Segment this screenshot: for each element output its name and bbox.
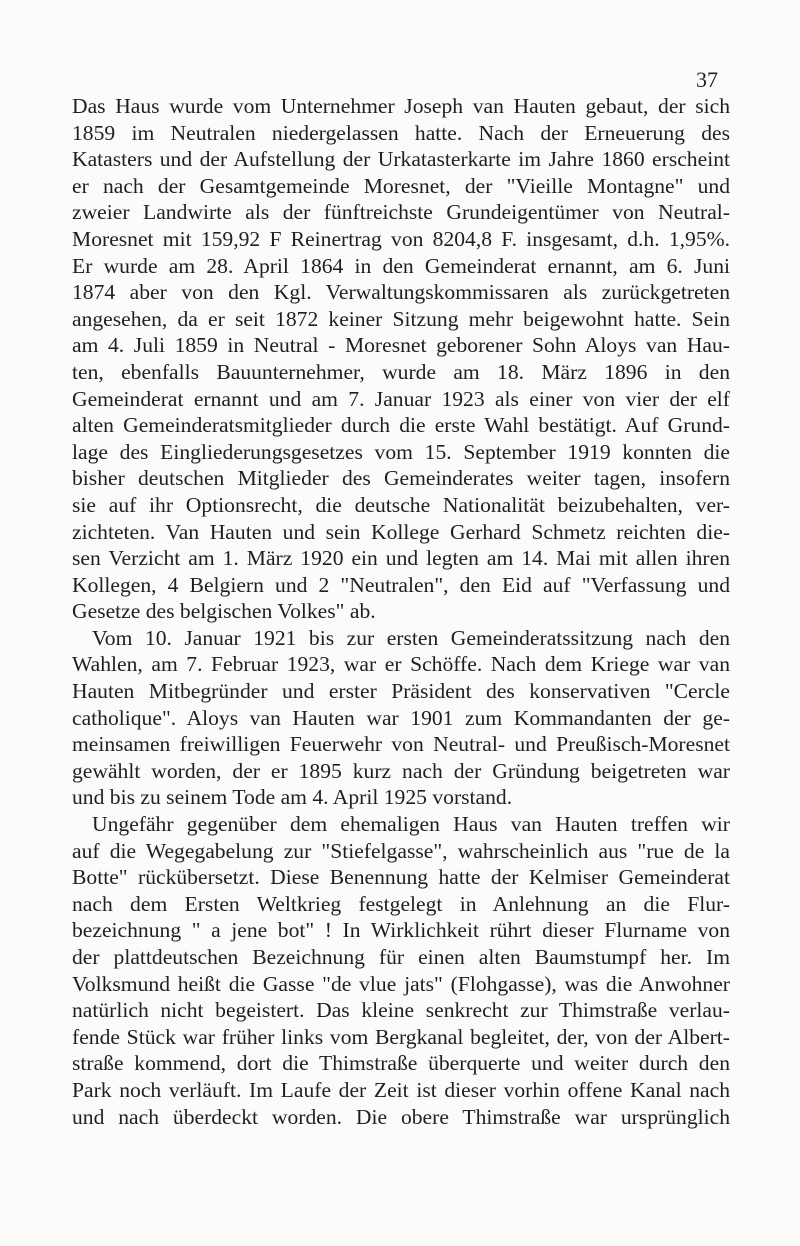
text-line: 1859 im Neutralen niedergelassen hatte. Nach der Erneuerung des — [72, 120, 730, 145]
text-line: Gemeinderat ernannt und am 7. Januar 1923 als einer von vier der elf — [72, 386, 730, 411]
text-line: Botte" rückübersetzt. Diese Benennung hatte der Kelmiser Gemeinderat — [72, 865, 730, 890]
text-line: gewählt worden, der er 1895 kurz nach der Gründung beigetreten war — [72, 758, 730, 783]
body-text — [72, 93, 730, 1130]
paragraph-3 — [72, 811, 730, 1130]
text-line: Das Haus wurde vom Unternehmer Joseph van Hauten gebaut, der sich — [72, 94, 730, 118]
text-line: fende Stück war früher links vom Bergkanal begleitet, der, von der Albert- — [72, 1024, 730, 1049]
text-line: meinsamen freiwilligen Feuerwehr von Neutral- und Preußisch-Moresnet — [72, 732, 730, 757]
text-line: sen Verzicht am 1. März 1920 ein und legten am 14. Mai mit allen ihren — [72, 546, 730, 571]
text-line: nach dem Ersten Weltkrieg festgelegt in Anlehnung an die Flur- — [72, 891, 730, 916]
text-line: bezeichnung " a jene bot" ! In Wirklichkeit rührt dieser Flurname von — [72, 918, 730, 943]
text-line: und bis zu seinem Tode am 4. April 1925 vorstand. — [72, 785, 513, 810]
text-line: der plattdeutschen Bezeichnung für einen alten Baumstumpf her. Im — [72, 945, 730, 969]
text-line: sie auf ihr Optionsrecht, die deutsche Nationalität beizubehalten, ver- — [72, 492, 730, 517]
text-line: Ungefähr gegenüber dem ehemaligen Haus van Hauten treffen wir — [92, 812, 730, 837]
text-line: und nach überdeckt worden. Die obere Thimstraße war ursprünglich — [72, 1104, 730, 1129]
text-line: er nach der Gesamtgemeinde Moresnet, der "Vieille Montagne" und — [72, 173, 730, 198]
text-line: Vom 10. Januar 1921 bis zur ersten Gemeinderatssitzung nach den — [92, 625, 730, 650]
text-line: auf die Wegegabelung zur "Stiefelgasse", wahrscheinlich aus "rue de la — [72, 838, 730, 863]
text-line: lage des Eingliederungsgesetzes vom 15. September 1919 konnten die — [72, 439, 730, 464]
text-line: catholique". Aloys van Hauten war 1901 zum Kommandanten der ge- — [72, 705, 730, 730]
text-line: Katasters und der Aufstellung der Urkatasterkarte im Jahre 1860 erscheint — [72, 147, 730, 172]
text-line: Kollegen, 4 Belgiern und 2 "Neutralen", den Eid auf "Verfassung und — [72, 572, 730, 597]
text-line: natürlich nicht begeistert. Das kleine senkrecht zur Thimstraße verlau- — [72, 998, 730, 1023]
text-line: ten, ebenfalls Bauunternehmer, wurde am 18. März 1896 in den — [72, 359, 730, 384]
text-line: straße kommend, dort die Thimstraße überquerte und weiter durch den — [72, 1051, 730, 1076]
text-line: Er wurde am 28. April 1864 in den Gemeinderat ernannt, am 6. Juni — [72, 253, 730, 278]
text-line: Gesetze des belgischen Volkes" ab. — [72, 599, 376, 624]
text-line: zweier Landwirte als der fünftreichste Grundeigentümer von Neutral- — [72, 200, 730, 225]
paragraph-2 — [72, 625, 730, 811]
text-line: bisher deutschen Mitglieder des Gemeinderates weiter tagen, insofern — [72, 466, 730, 491]
page-number: 37 — [696, 67, 718, 92]
text-line: 1874 aber von den Kgl. Verwaltungskommissaren als zurückgetreten — [72, 280, 730, 305]
text-line: Park noch verläuft. Im Laufe der Zeit ist dieser vorhin offene Kanal nach — [72, 1077, 730, 1102]
text-line: alten Gemeinderatsmitglieder durch die erste Wahl bestätigt. Auf Grund- — [72, 413, 730, 438]
text-line: am 4. Juli 1859 in Neutral - Moresnet geborener Sohn Aloys van Hau- — [72, 333, 730, 358]
text-line: Moresnet mit 159,92 F Reinertrag von 8204,8 F. insgesamt, d.h. 1,95%. — [72, 226, 730, 251]
text-line: Hauten Mitbegründer und erster Präsident des konservativen "Cercle — [72, 679, 730, 704]
text-line: zichteten. Van Hauten und sein Kollege Gerhard Schmetz reichten die- — [72, 519, 730, 544]
text-line: Wahlen, am 7. Februar 1923, war er Schöffe. Nach dem Kriege war van — [72, 652, 730, 677]
paragraph-1 — [72, 93, 730, 625]
text-line: Volksmund heißt die Gasse "de vlue jats" (Flohgasse), was die Anwohner — [72, 971, 730, 996]
text-line: angesehen, da er seit 1872 keiner Sitzung mehr beigewohnt hatte. Sein — [72, 306, 730, 331]
